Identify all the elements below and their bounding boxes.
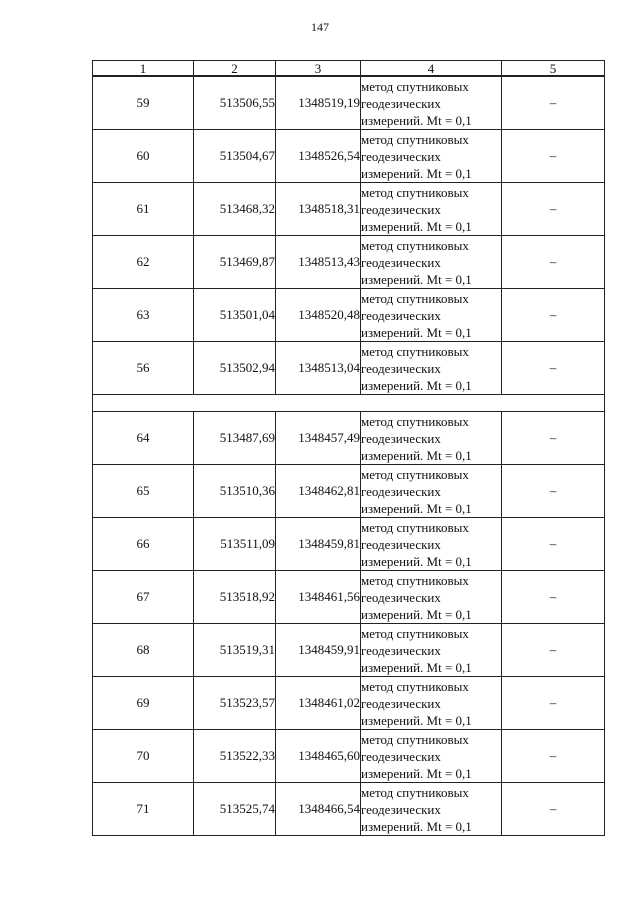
method-line: метод спутниковых [361, 290, 469, 306]
method-line: метод спутниковых [361, 572, 469, 588]
x-coordinate-cell: 513502,94 [194, 342, 276, 395]
column-header-1: 1 [93, 61, 194, 77]
method-line: метод спутниковых [361, 466, 469, 482]
point-number-cell: 68 [93, 624, 194, 677]
note-cell: – [502, 571, 605, 624]
method-cell [361, 76, 502, 130]
method-line: геодезических [361, 254, 441, 270]
method-cell [361, 236, 502, 289]
method-line: измерений. Mt = 0,1 [361, 165, 472, 181]
table-row [93, 342, 605, 395]
x-coordinate-cell: 513501,04 [194, 289, 276, 342]
point-number-cell: 61 [93, 183, 194, 236]
table-row [93, 730, 605, 783]
method-cell [361, 518, 502, 571]
table-row [93, 783, 605, 836]
point-number-cell: 70 [93, 730, 194, 783]
method-line: геодезических [361, 748, 441, 764]
x-coordinate-cell: 513487,69 [194, 412, 276, 465]
note-cell: – [502, 412, 605, 465]
y-coordinate-cell: 1348462,81 [276, 465, 361, 518]
table-body [93, 76, 605, 836]
method-line: метод спутниковых [361, 131, 469, 147]
note-cell: – [502, 783, 605, 836]
table-row [93, 76, 605, 130]
method-cell [361, 624, 502, 677]
x-coordinate-cell: 513506,55 [194, 76, 276, 130]
table-row [93, 571, 605, 624]
table-header-row [93, 61, 605, 77]
method-line: геодезических [361, 536, 441, 552]
y-coordinate-cell: 1348461,02 [276, 677, 361, 730]
method-cell [361, 571, 502, 624]
method-cell [361, 130, 502, 183]
method-cell [361, 183, 502, 236]
x-coordinate-cell: 513519,31 [194, 624, 276, 677]
method-line: геодезических [361, 148, 441, 164]
page-number: 147 [311, 20, 329, 34]
method-line: метод спутниковых [361, 625, 469, 641]
method-line: геодезических [361, 307, 441, 323]
note-cell: – [502, 518, 605, 571]
y-coordinate-cell: 1348457,49 [276, 412, 361, 465]
method-line: измерений. Mt = 0,1 [361, 218, 472, 234]
y-coordinate-cell: 1348519,19 [276, 76, 361, 130]
point-number-cell: 62 [93, 236, 194, 289]
note-cell: – [502, 624, 605, 677]
coordinates-table [92, 60, 605, 836]
point-number-cell: 71 [93, 783, 194, 836]
table-row [93, 518, 605, 571]
y-coordinate-cell: 1348459,91 [276, 624, 361, 677]
note-cell: – [502, 342, 605, 395]
y-coordinate-cell: 1348461,56 [276, 571, 361, 624]
x-coordinate-cell: 513468,32 [194, 183, 276, 236]
method-line: метод спутниковых [361, 678, 469, 694]
group-separator-row [93, 395, 605, 412]
method-cell [361, 412, 502, 465]
column-header-2: 2 [194, 61, 276, 77]
y-coordinate-cell: 1348466,54 [276, 783, 361, 836]
x-coordinate-cell: 513518,92 [194, 571, 276, 624]
note-cell: – [502, 183, 605, 236]
x-coordinate-cell: 513504,67 [194, 130, 276, 183]
method-line: измерений. Mt = 0,1 [361, 112, 472, 128]
method-line: измерений. Mt = 0,1 [361, 765, 472, 781]
method-line: метод спутниковых [361, 343, 469, 359]
x-coordinate-cell: 513522,33 [194, 730, 276, 783]
method-line: геодезических [361, 95, 441, 111]
method-line: метод спутниковых [361, 784, 469, 800]
x-coordinate-cell: 513511,09 [194, 518, 276, 571]
note-cell: – [502, 730, 605, 783]
method-line: геодезических [361, 642, 441, 658]
method-line: измерений. Mt = 0,1 [361, 712, 472, 728]
method-line: метод спутниковых [361, 519, 469, 535]
method-line: измерений. Mt = 0,1 [361, 377, 472, 393]
method-line: метод спутниковых [361, 78, 469, 94]
method-line: метод спутниковых [361, 237, 469, 253]
y-coordinate-cell: 1348520,48 [276, 289, 361, 342]
note-cell: – [502, 236, 605, 289]
table-row [93, 412, 605, 465]
method-line: геодезических [361, 201, 441, 217]
method-line: геодезических [361, 360, 441, 376]
method-cell [361, 342, 502, 395]
method-line: измерений. Mt = 0,1 [361, 324, 472, 340]
point-number-cell: 63 [93, 289, 194, 342]
method-line: измерений. Mt = 0,1 [361, 447, 472, 463]
column-header-4: 4 [361, 61, 502, 77]
method-line: измерений. Mt = 0,1 [361, 818, 472, 834]
point-number-cell: 56 [93, 342, 194, 395]
point-number-cell: 66 [93, 518, 194, 571]
method-cell [361, 730, 502, 783]
method-line: измерений. Mt = 0,1 [361, 606, 472, 622]
note-cell: – [502, 289, 605, 342]
column-header-3: 3 [276, 61, 361, 77]
x-coordinate-cell: 513469,87 [194, 236, 276, 289]
method-line: геодезических [361, 483, 441, 499]
y-coordinate-cell: 1348526,54 [276, 130, 361, 183]
column-header-5: 5 [502, 61, 605, 77]
point-number-cell: 60 [93, 130, 194, 183]
note-cell: – [502, 465, 605, 518]
point-number-cell: 67 [93, 571, 194, 624]
method-line: метод спутниковых [361, 184, 469, 200]
method-line: геодезических [361, 589, 441, 605]
x-coordinate-cell: 513525,74 [194, 783, 276, 836]
y-coordinate-cell: 1348465,60 [276, 730, 361, 783]
separator-cell [93, 395, 605, 412]
x-coordinate-cell: 513510,36 [194, 465, 276, 518]
method-line: геодезических [361, 801, 441, 817]
point-number-cell: 69 [93, 677, 194, 730]
y-coordinate-cell: 1348513,04 [276, 342, 361, 395]
y-coordinate-cell: 1348513,43 [276, 236, 361, 289]
point-number-cell: 65 [93, 465, 194, 518]
point-number-cell: 64 [93, 412, 194, 465]
table-row [93, 289, 605, 342]
table-row [93, 624, 605, 677]
table-row [93, 130, 605, 183]
point-number-cell: 59 [93, 76, 194, 130]
note-cell: – [502, 677, 605, 730]
method-line: измерений. Mt = 0,1 [361, 271, 472, 287]
method-cell [361, 289, 502, 342]
method-cell [361, 677, 502, 730]
table-row [93, 183, 605, 236]
y-coordinate-cell: 1348518,31 [276, 183, 361, 236]
method-line: измерений. Mt = 0,1 [361, 659, 472, 675]
x-coordinate-cell: 513523,57 [194, 677, 276, 730]
method-line: измерений. Mt = 0,1 [361, 553, 472, 569]
note-cell: – [502, 130, 605, 183]
method-cell [361, 465, 502, 518]
method-cell [361, 783, 502, 836]
method-line: измерений. Mt = 0,1 [361, 500, 472, 516]
method-line: геодезических [361, 430, 441, 446]
y-coordinate-cell: 1348459,81 [276, 518, 361, 571]
note-cell: – [502, 76, 605, 130]
method-line: геодезических [361, 695, 441, 711]
table-row [93, 236, 605, 289]
method-line: метод спутниковых [361, 731, 469, 747]
table-row [93, 465, 605, 518]
method-line: метод спутниковых [361, 413, 469, 429]
table-row [93, 677, 605, 730]
